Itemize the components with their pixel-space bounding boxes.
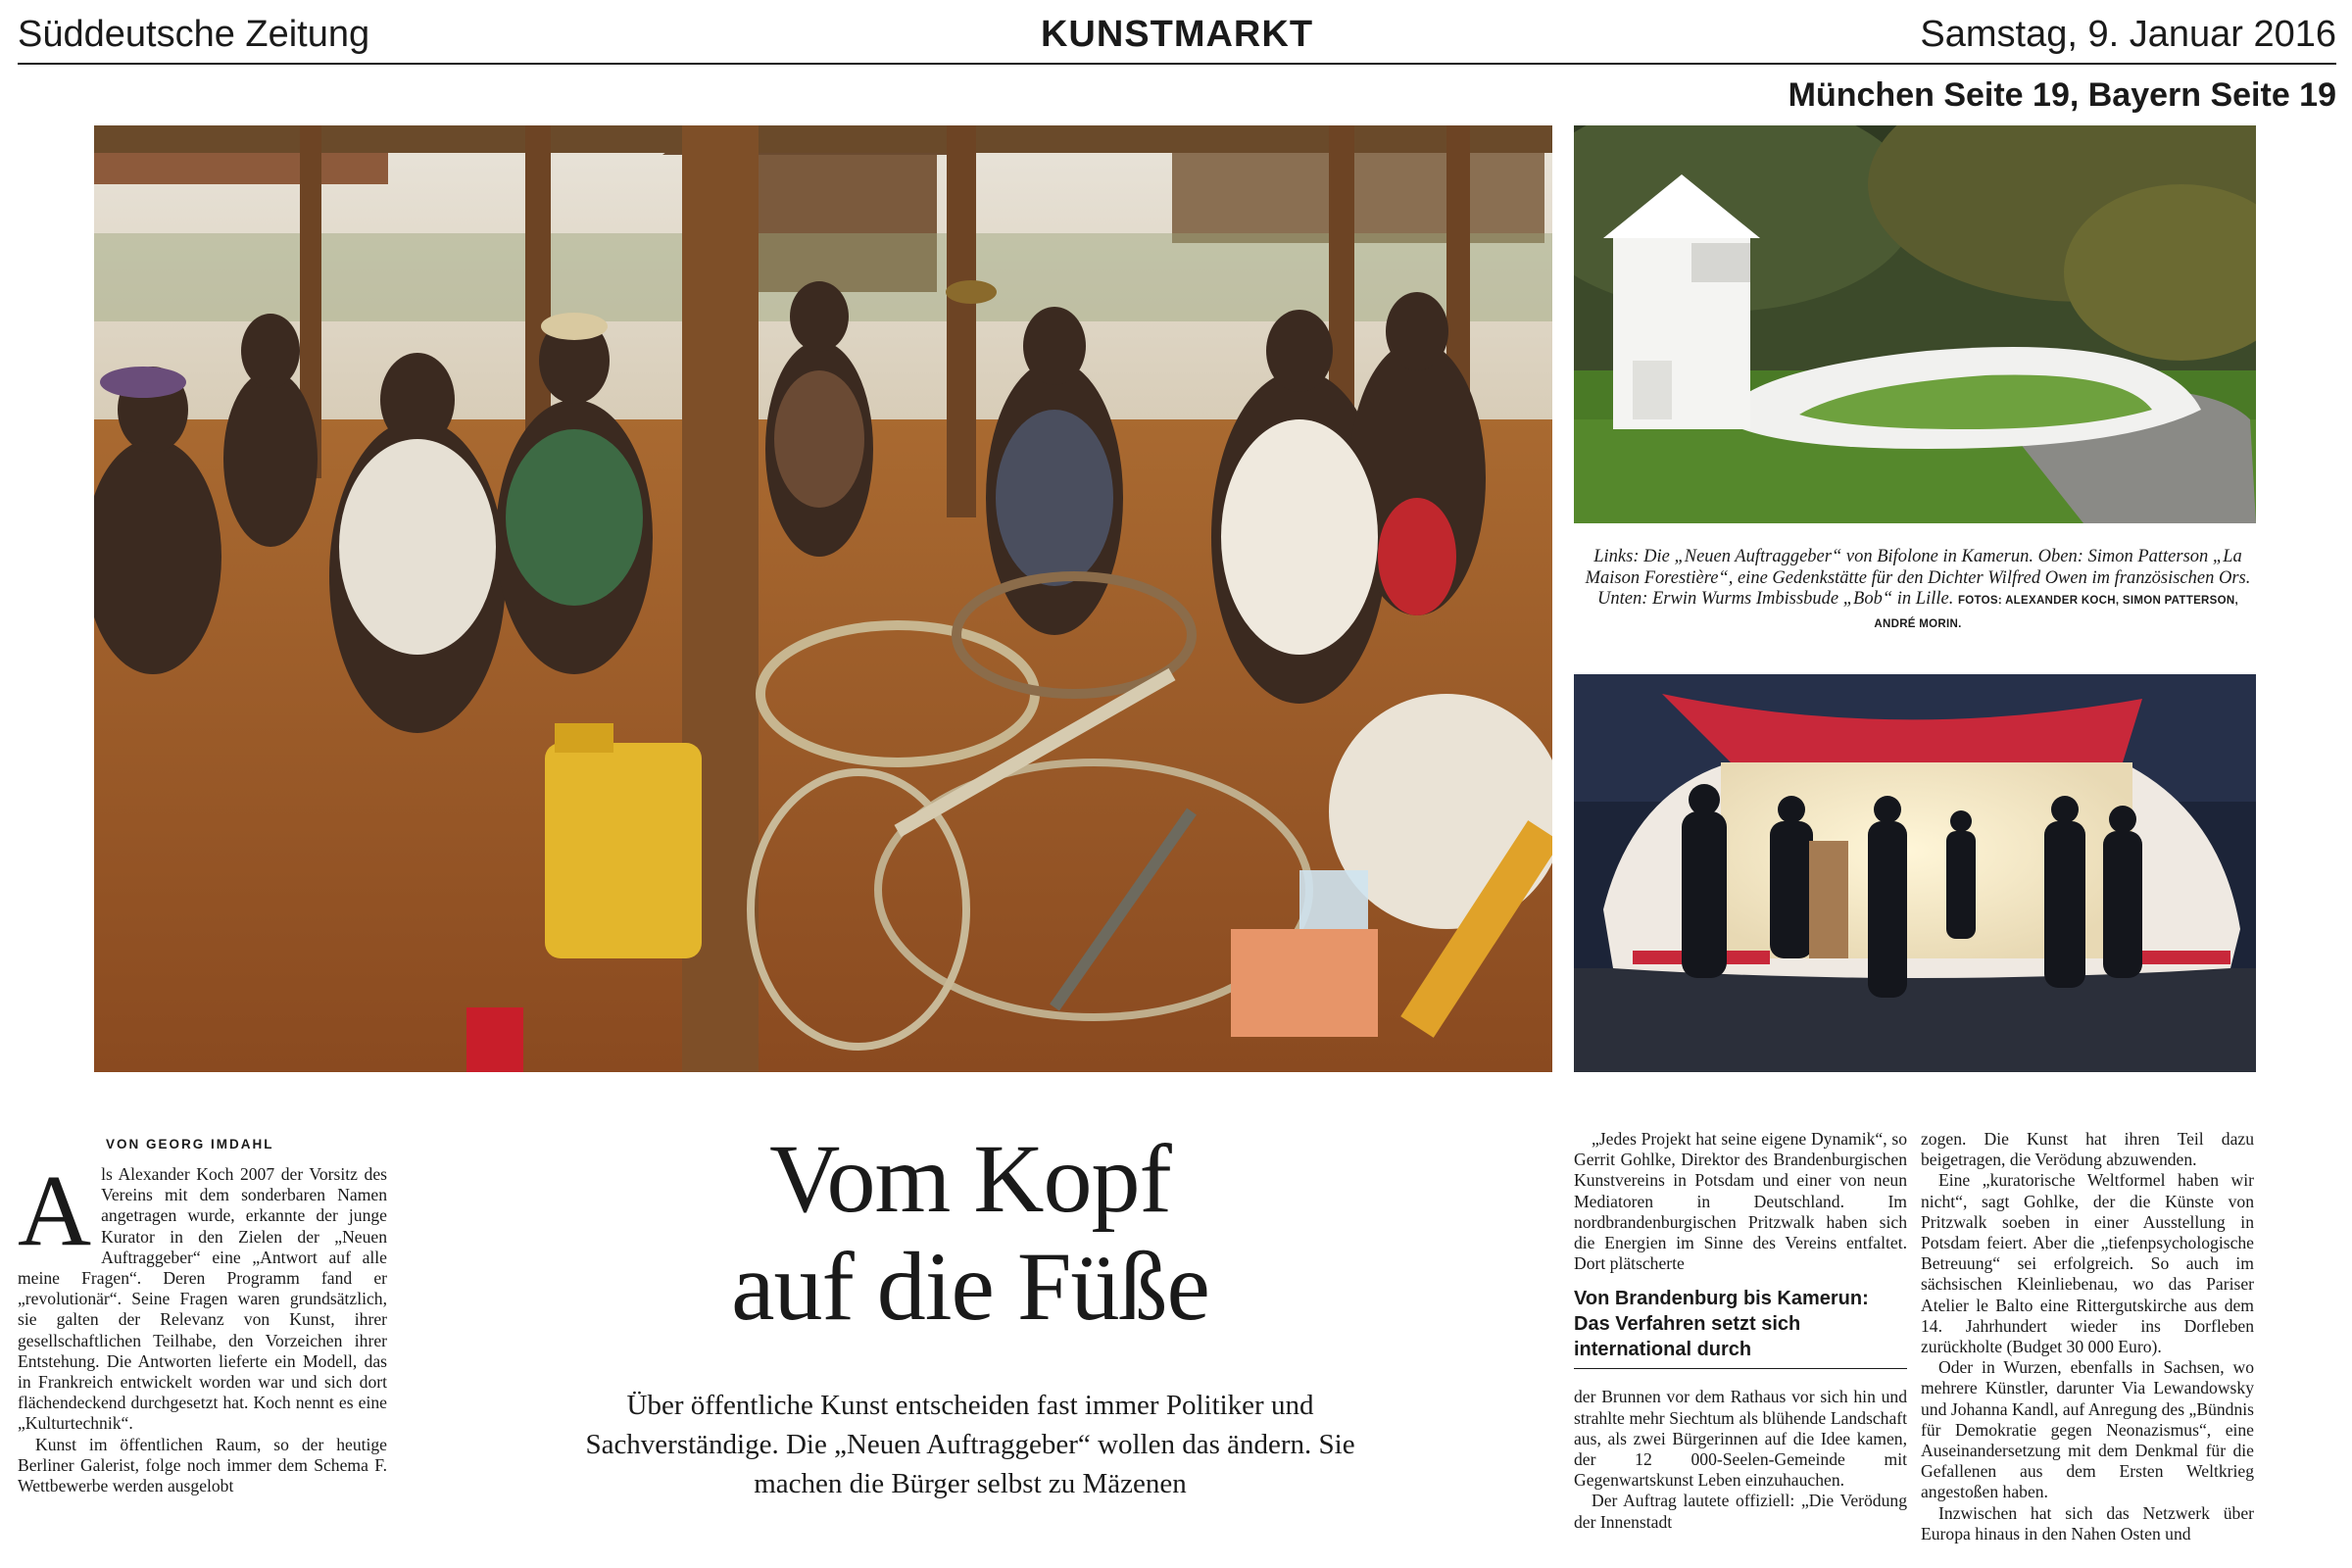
- subheading-text: Von Brandenburg bis Kamerun: Das Verfahren setzt sich international durch: [1574, 1288, 1869, 1361]
- paragraph: Inzwischen hat sich das Netzwerk über Europa hinaus in den Nahen Osten und: [1921, 1502, 2254, 1544]
- paragraph: Kunst im öffentlichen Raum, so der heutige Berliner Galerist, folge noch immer dem Schema F. Wettbewerbe werden ausgelobt: [18, 1434, 387, 1496]
- paragraph: zogen. Die Kunst hat ihren Teil dazu beigetragen, die Verödung abzuwenden.: [1921, 1129, 2254, 1170]
- photo-caption: [1580, 547, 2256, 635]
- masthead: [18, 6, 2336, 63]
- photo-imbissbude-bob: [1574, 674, 2256, 1072]
- masthead-rule: [18, 63, 2336, 65]
- subheading: [1574, 1286, 1907, 1369]
- photo-credits: FOTOS: ALEXANDER KOCH, SIMON PATTERSON, ANDRÉ MORIN.: [1874, 595, 2238, 630]
- photo-cameroon-illustration: [94, 125, 1552, 1072]
- drop-cap: A: [18, 1164, 92, 1267]
- photo-maison-forestiere: [1574, 125, 2256, 523]
- photo-maison-illustration: [1574, 125, 2256, 523]
- page-pointer: München Seite 19, Bayern Seite 19: [1788, 76, 2336, 114]
- photo-cameroon-meeting: [94, 125, 1552, 1072]
- headline: [392, 1125, 1548, 1341]
- article-column-1: [18, 1164, 387, 1568]
- caption-text: Links: Die „Neuen Auftraggeber“ von Bifolone in Kamerun. Oben: Simon Patterson „La Maison Forestière“, eine Gedenkstätte für den Dichter Wilfred Owen im französischen Ors. Unten: Erwin Wurms Imbissbude „Bob“ in Lille.: [1585, 547, 2251, 609]
- paragraph: Der Auftrag lautete offiziell: „Die Verödung der Innenstadt: [1574, 1491, 1907, 1532]
- issue-date: Samstag, 9. Januar 2016: [1920, 14, 2336, 55]
- article-column-3: [1574, 1129, 1907, 1568]
- newspaper-name: Süddeutsche Zeitung: [18, 14, 370, 55]
- subheading-rule: [1574, 1368, 1907, 1369]
- section-title: KUNSTMARKT: [1040, 14, 1314, 55]
- headline-line-2: auf die Füße: [731, 1232, 1209, 1341]
- headline-line-1: Vom Kopf: [769, 1124, 1171, 1233]
- article-column-4: [1921, 1129, 2254, 1568]
- paragraph: „Jedes Projekt hat seine eigene Dynamik“, so Gerrit Gohlke, Direktor des Brandenburgischen Kunstvereins in Potsdam und einer von neun Mediatoren in Deutschland. Im nordbrandenburgischen Pritzwalk haben sich die Energien im Sinne des Vereins entfaltet. Dort plätscherte: [1574, 1129, 1907, 1274]
- photo-kiosk-illustration: [1574, 674, 2256, 1072]
- paragraph: ls Alexander Koch 2007 der Vorsitz des Vereins mit dem sonderbaren Namen angetragen wurde, erkannte der junge Kurator in den Zielen der „Neuen Auftraggeber“ eine „Antwort auf alle meine Fragen“. Deren Programm fand er „revolutionär“. Seine Fragen waren grundsätzlich, sie galten der Relevanz von Kunst, ihrer gesellschaftlichen Teilhabe, den Vorzeichen ihrer Entstehung. Die Antworten lieferte ein Modell, das in Frankreich entwickelt worden war und sich dort flächendeckend durchgesetzt hat. Koch nennt es eine „Kulturtechnik“.: [18, 1164, 387, 1434]
- paragraph: Oder in Wurzen, ebenfalls in Sachsen, wo mehrere Künstler, darunter Via Lewandowsky und Johanna Kandl, auf Anregung des „Bündnis für Demokratie gegen Neonazismus“, eine Auseinandersetzung mit dem Denkmal für die Gefallenen aus dem Ersten Weltkrieg angestoßen haben.: [1921, 1357, 2254, 1502]
- paragraph: Eine „kuratorische Weltformel haben wir nicht“, sagt Gohlke, der die Künste von Pritzwalk soeben in einer Ausstellung in Potsdam feiert. Aber die „tiefenpsychologische Betreuung“ sei erfolgreich. So auch im sächsischen Kleinliebenau, wo das Pariser Atelier le Balto eine Rittergutskirche aus dem 14. Jahrhundert wieder ins Dorfleben zurückholte (Budget 30 000 Euro).: [1921, 1170, 2254, 1357]
- paragraph: der Brunnen vor dem Rathaus vor sich hin und strahlte mehr Siechtum als blühende Landschaft aus, als zwei Bürgerinnen auf die Idee kamen, der 12 000-Seelen-Gemeinde mit Gegenwartskunst Leben einzuhauchen.: [1574, 1387, 1907, 1491]
- deck: Über öffentliche Kunst entscheiden fast immer Politiker und Sachverständige. Die „Neuen Auftraggeber“ wollen das ändern. Sie machen die Bürger selbst zu Mäzenen: [585, 1390, 1355, 1499]
- byline: VON GEORG IMDAHL: [106, 1137, 274, 1152]
